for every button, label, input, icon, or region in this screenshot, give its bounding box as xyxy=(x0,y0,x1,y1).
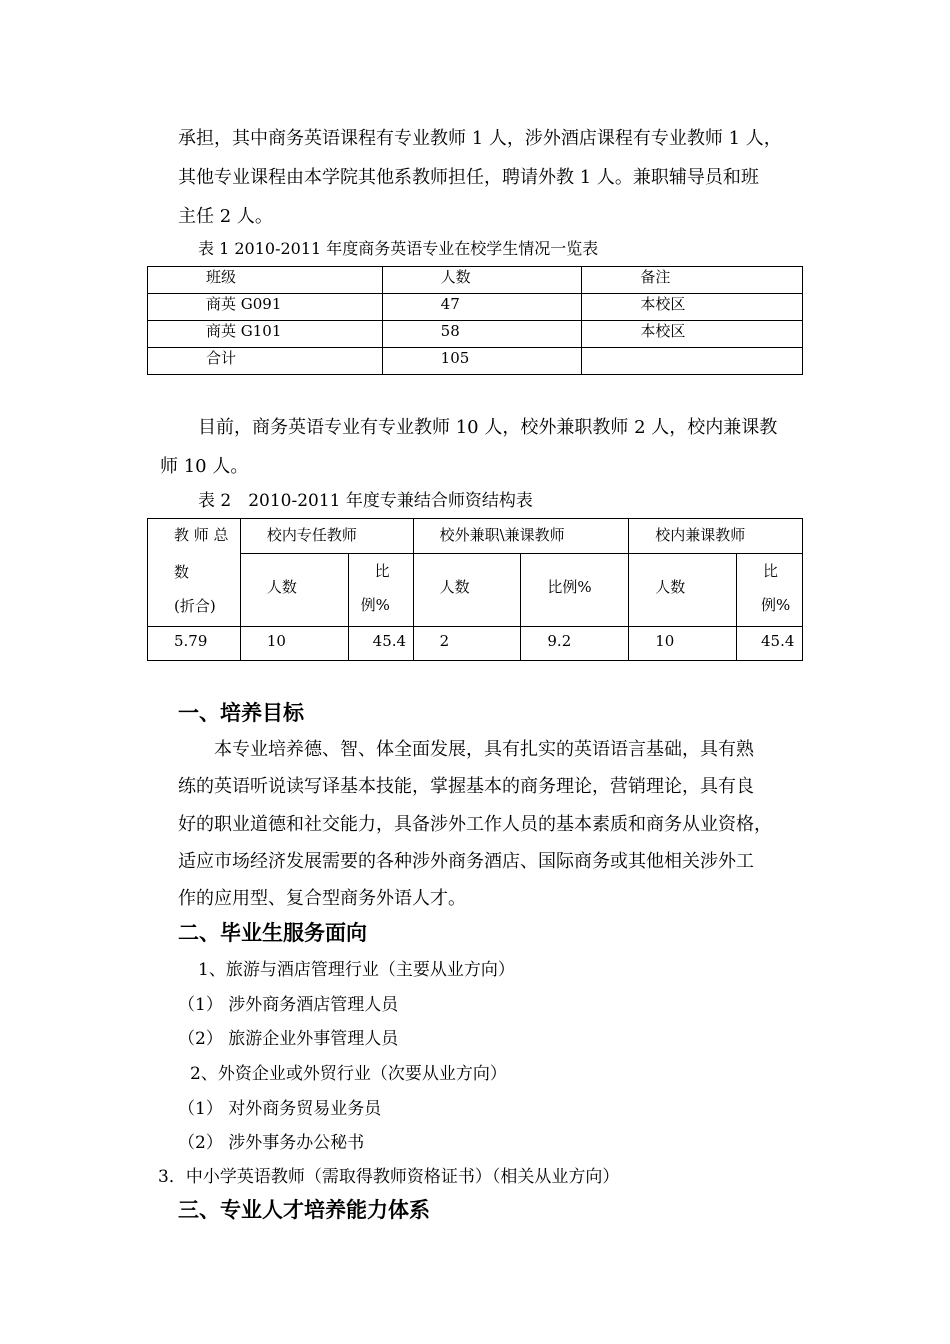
section2-title: 二、毕业生服务面向 xyxy=(178,921,367,945)
student-table xyxy=(147,266,803,375)
table-row xyxy=(148,294,803,321)
ratio-header-line-2: 例% xyxy=(760,596,791,614)
table-row xyxy=(148,348,803,375)
list-item: 3．中小学英语教师（需取得教师资格证书）（相关从业方向） xyxy=(158,1167,620,1187)
section1-line: 本专业培养德、智、体全面发展，具有扎实的英语语言基础，具有熟 xyxy=(214,739,754,760)
intro-line-2: 其他专业课程由本学院其他系教师担任，聘请外教 1 人。兼职辅导员和班 xyxy=(178,167,759,188)
list-item: （1） 对外商务贸易业务员 xyxy=(178,1099,382,1119)
table1-caption: 表 1 2010-2011 年度商务英语专业在校学生情况一览表 xyxy=(198,239,599,258)
table-cell: 本校区 xyxy=(582,321,803,348)
section3-title: 三、专业人才培养能力体系 xyxy=(178,1198,430,1222)
list-item: （2） 涉外事务办公秘书 xyxy=(178,1133,365,1153)
ratio-header: 比例% xyxy=(521,554,629,627)
table-cell: 58 xyxy=(382,321,582,348)
table-cell: 47 xyxy=(382,294,582,321)
section1-line: 作的应用型、复合型商务外语人才。 xyxy=(178,888,466,909)
ratio-header xyxy=(736,554,802,627)
faculty-line-1: 目前，商务英语专业有专业教师 10 人，校外兼职教师 2 人，校内兼课教 xyxy=(198,417,778,438)
count-header: 人数 xyxy=(413,554,521,627)
section1-title: 一、培养目标 xyxy=(178,701,304,725)
list-item: （2） 旅游企业外事管理人员 xyxy=(178,1029,399,1049)
table-cell xyxy=(582,348,803,375)
faculty-line-2: 师 10 人。 xyxy=(160,456,249,477)
group-header-internal: 校内专任教师 xyxy=(240,519,413,554)
list-item: （1） 涉外商务酒店管理人员 xyxy=(178,995,399,1015)
table-cell: 合计 xyxy=(148,348,383,375)
table-header-cell: 班级 xyxy=(148,267,383,294)
total-header-cell xyxy=(148,519,241,627)
count-header: 人数 xyxy=(629,554,737,627)
faculty-table xyxy=(147,518,803,661)
ratio-header-line-1: 比 xyxy=(762,562,778,580)
list-item: 2、外资企业或外贸行业（次要从业方向） xyxy=(190,1064,507,1084)
table-header-cell: 备注 xyxy=(582,267,803,294)
table-cell: 商英 G091 xyxy=(148,294,383,321)
intro-line-1: 承担，其中商务英语课程有专业教师 1 人，涉外酒店课程有专业教师 1 人， xyxy=(178,128,782,149)
table-cell: 10 xyxy=(629,627,737,661)
table-cell: 商英 G101 xyxy=(148,321,383,348)
table-cell: 105 xyxy=(382,348,582,375)
table-cell: 本校区 xyxy=(582,294,803,321)
table-header-cell: 人数 xyxy=(382,267,582,294)
table-cell: 9.2 xyxy=(521,627,629,661)
table-cell: 10 xyxy=(240,627,348,661)
table-cell: 45.4 xyxy=(348,627,413,661)
ratio-header-line-2: 例% xyxy=(360,596,390,614)
table-header-row xyxy=(148,267,803,294)
count-header: 人数 xyxy=(240,554,348,627)
section1-line: 好的职业道德和社交能力，具备涉外工作人员的基本素质和商务从业资格， xyxy=(178,814,772,835)
ratio-header xyxy=(348,554,413,627)
group-header-external: 校外兼职\兼课教师 xyxy=(413,519,629,554)
table-row xyxy=(148,321,803,348)
section1-line: 适应市场经济发展需要的各种涉外商务酒店、国际商务或其他相关涉外工 xyxy=(178,851,754,872)
group-header-parttime: 校内兼课教师 xyxy=(629,519,803,554)
intro-line-3: 主任 2 人。 xyxy=(178,206,273,227)
list-item: 1、旅游与酒店管理行业（主要从业方向） xyxy=(198,960,515,980)
ratio-header-line-1: 比 xyxy=(374,562,390,580)
total-header-line-1: 教 师 总 xyxy=(174,526,229,544)
table-cell: 2 xyxy=(413,627,521,661)
table-cell: 5.79 xyxy=(148,627,241,661)
table-row xyxy=(148,627,803,661)
table2-caption: 表 2 2010-2011 年度专兼结合师资结构表 xyxy=(198,491,533,511)
total-header-line-3: (折合) xyxy=(174,597,216,615)
table-cell: 45.4 xyxy=(736,627,802,661)
total-header-line-2: 数 xyxy=(174,563,190,581)
section1-line: 练的英语听说读写译基本技能，掌握基本的商务理论，营销理论，具有良 xyxy=(178,776,754,797)
